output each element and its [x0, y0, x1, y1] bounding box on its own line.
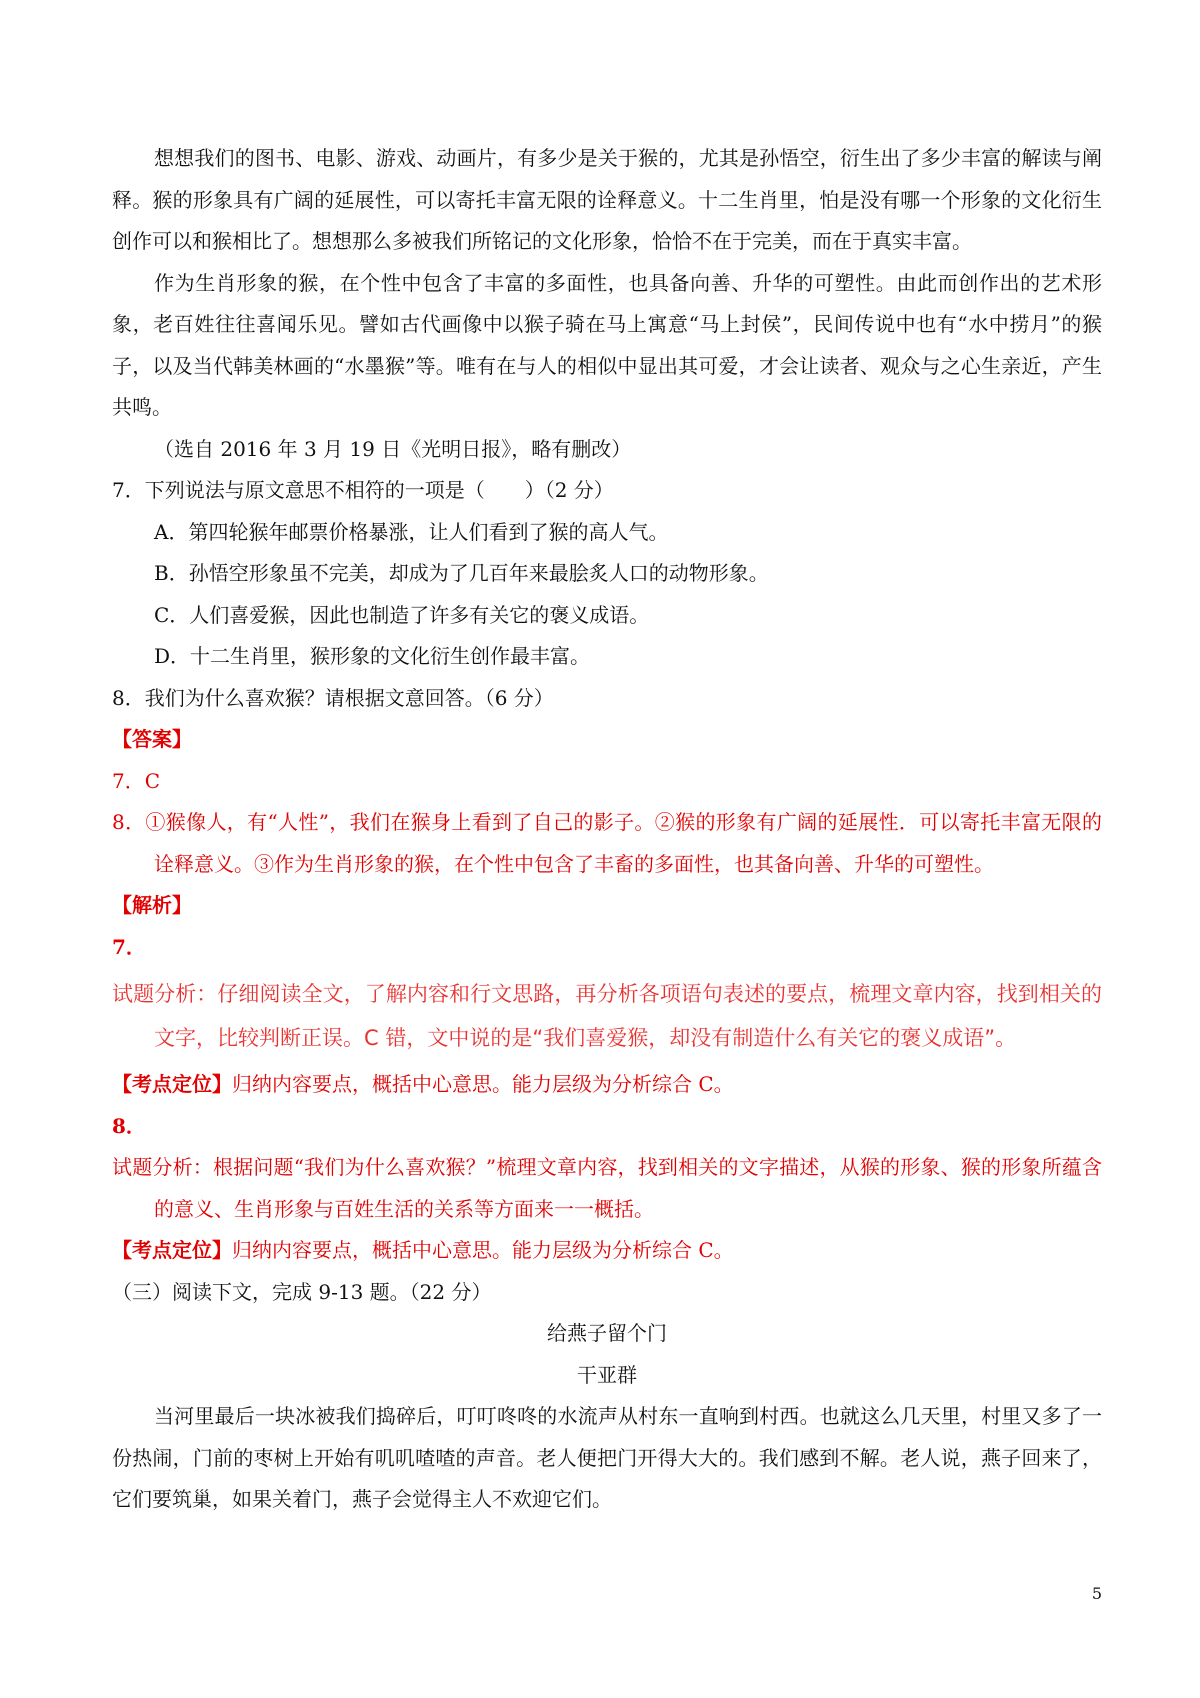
question-7-option-c: C．人们喜爱猴，因此也制造了许多有关它的褒义成语。	[154, 602, 650, 627]
analysis-7-text: 试题分析：仔细阅读全文，了解内容和行文思路，再分析各项语句表述的要点，梳理文章内容，找到相关的文字，比较判断正误。C 错，文中说的是“我们喜爱猴，却没有制造什么有关它的褒义成语”。	[112, 982, 1102, 1050]
passage-paragraph-1: 想想我们的图书、电影、游戏、动画片，有多少是关于猴的，尤其是孙悟空，衍生出了多少丰富的解读与阐释。猴的形象具有广阔的延展性，可以寄托丰富无限的诠释意义。十二生肖里，怕是没有哪一个形象的文化衍生创作可以和猴相比了。想想那么多被我们所铭记的文化形象，恰恰不在于完美，而在于真实丰富。	[112, 146, 1102, 253]
article-title: 给燕子留个门	[547, 1321, 667, 1345]
point-7-text: 归纳内容要点，概括中心意思。能力层级为分析综合 C。	[232, 1072, 734, 1096]
point-label: 【考点定位】	[112, 1238, 232, 1262]
passage-source: （选自 2016 年 3 月 19 日《光明日报》，略有删改）	[154, 436, 632, 461]
question-7: 7．下列说法与原文意思不相符的一项是（ ）（2 分）	[112, 478, 614, 502]
article-author: 干亚群	[577, 1362, 637, 1387]
analysis-8-text: 试题分析：根据问题“我们为什么喜欢猴？”梳理文章内容，找到相关的文字描述，从猴的形象、猴的形象所蕴含的意义、生肖形象与百姓生活的关系等方面来一一概括。	[112, 1155, 1102, 1221]
answer-8: 8．①猴像人，有“人性”，我们在猴身上看到了自己的影子。②猴的形象有广阔的延展性．可以寄托丰富无限的诠释意义。③作为生肖形象的猴，在个性中包含了丰畜的多面性，也其备向善、升华的可塑性。	[112, 810, 1102, 876]
answer-label: 【答案】	[112, 727, 192, 751]
document-page	[112, 138, 1102, 1521]
section-3-instruction: （三）阅读下文，完成 9-13 题。（22 分）	[112, 1279, 492, 1304]
question-7-option-d: D．十二生肖里，猴形象的文化衍生创作最丰富。	[154, 644, 591, 668]
analysis-7-point	[112, 1064, 1102, 1106]
question-7-option-b: B．孙悟空形象虽不完美，却成为了几百年来最脍炙人口的动物形象。	[154, 561, 769, 585]
analysis-8-number: 8．	[112, 1113, 146, 1138]
article-paragraph-1: 当河里最后一块冰被我们捣碎后，叮叮咚咚的水流声从村东一直响到村西。也就这么几天里，村里又多了一份热闹，门前的枣树上开始有叽叽喳喳的声音。老人便把门开得大大的。我们感到不解。老人说，燕子回来了，它们要筑巢，如果关着门，燕子会觉得主人不欢迎它们。	[112, 1404, 1102, 1511]
analysis-7-number: 7．	[112, 934, 146, 959]
passage-paragraph-2: 作为生肖形象的猴，在个性中包含了丰富的多面性，也具备向善、升华的可塑性。由此而创作出的艺术形象，老百姓往往喜闻乐见。譬如古代画像中以猴子骑在马上寓意“马上封侯”，民间传说中也有“水中捞月”的猴子，以及当代韩美林画的“水墨猴”等。唯有在与人的相似中显出其可爱，才会让读者、观众与之心生亲近，产生共鸣。	[112, 270, 1102, 419]
page-number: 5	[1091, 1584, 1102, 1603]
point-8-text: 归纳内容要点，概括中心意思。能力层级为分析综合 C。	[232, 1238, 734, 1262]
answer-7: 7．C	[112, 768, 161, 793]
analysis-8-point	[112, 1230, 1102, 1272]
question-8: 8．我们为什么喜欢猴？请根据文意回答。（6 分）	[112, 685, 554, 710]
question-7-option-a: A．第四轮猴年邮票价格暴涨，让人们看到了猴的高人气。	[154, 519, 669, 544]
point-label: 【考点定位】	[112, 1072, 232, 1096]
analysis-label: 【解析】	[112, 893, 192, 917]
